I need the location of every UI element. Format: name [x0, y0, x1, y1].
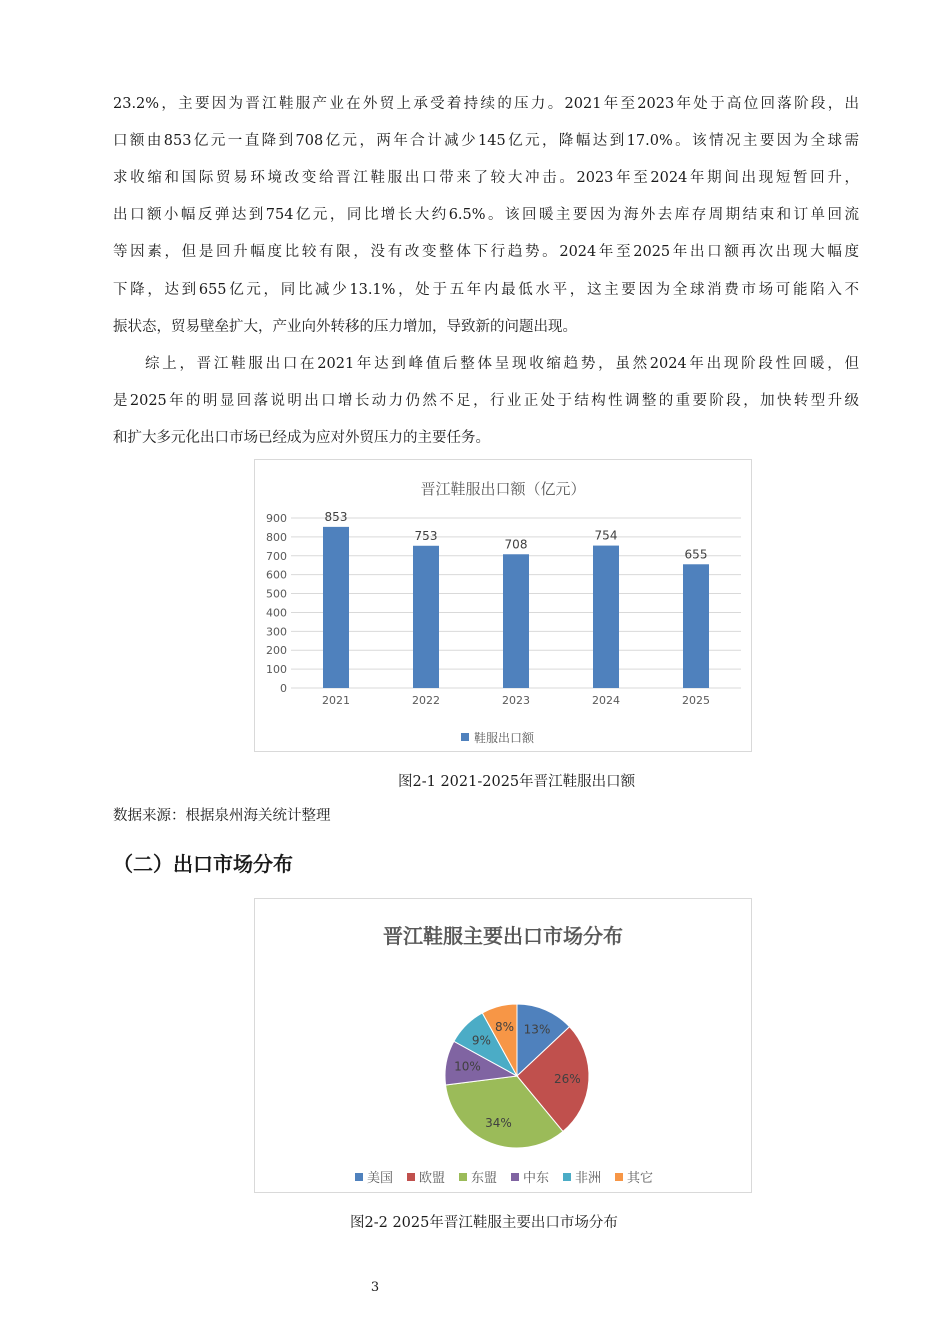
y-tick-label: 300: [266, 625, 287, 639]
x-tick-label: 2021: [322, 694, 350, 707]
slice-label: 9%: [471, 1033, 491, 1048]
bar: [593, 546, 619, 688]
y-tick-label: 100: [266, 663, 287, 677]
y-tick-label: 500: [266, 587, 287, 601]
paragraph-1-line: 振状态，贸易壁垒扩大，产业向外转移的压力增加，导致新的问题出现。: [113, 319, 577, 335]
bar: [683, 564, 709, 688]
y-tick-label: 400: [266, 606, 287, 620]
bar: [503, 554, 529, 688]
bar-chart-frame: [254, 459, 752, 752]
chart-title: 晋江鞋服主要出口市场分布: [383, 924, 623, 948]
data-label: 754: [594, 528, 618, 543]
x-tick-label: 2025: [682, 694, 710, 707]
paragraph-2-line: 综上，晋江鞋服出口在2021年达到峰值后整体呈现收缩趋势，虽然2024年出现阶段性回暖，但: [145, 356, 859, 372]
data-label: 853: [324, 509, 348, 524]
legend-label: 欧盟: [419, 1171, 446, 1186]
legend-label: 美国: [367, 1171, 394, 1186]
paragraph-1-line: 下降，达到655亿元，同比减少13.1%，处于五年内最低水平，这主要因为全球消费市场可能陷入不: [113, 282, 859, 298]
slice-label: 34%: [485, 1115, 512, 1130]
paragraph-1-line: 出口额小幅反弹达到754亿元，同比增长大约6.5%。该回暖主要因为海外去库存周期结束和订单回流: [113, 207, 859, 223]
paragraph-1-line: 等因素，但是回升幅度比较有限，没有改变整体下行趋势。2024年至2025年出口额再次出现大幅度: [113, 244, 859, 260]
legend-swatch: [461, 733, 469, 741]
bar-chart: [255, 460, 751, 751]
legend-swatch: [511, 1173, 519, 1181]
legend-swatch: [459, 1173, 467, 1181]
y-tick-label: 0: [280, 682, 287, 695]
paragraph-1-line: 23.2%，主要因为晋江鞋服产业在外贸上承受着持续的压力。2021年至2023年处于高位回落阶段，出: [113, 96, 859, 112]
source-note: 数据来源：根据泉州海关统计整理: [113, 808, 331, 824]
page-number: 3: [370, 1280, 380, 1295]
slice-label: 10%: [454, 1059, 481, 1074]
legend-label: 东盟: [471, 1171, 498, 1186]
paragraph-1-line: 求收缩和国际贸易环境改变给晋江鞋服出口带来了较大冲击。2023年至2024年期间出现短暂回升，: [113, 170, 859, 186]
legend-swatch: [355, 1173, 363, 1181]
pie-chart-frame: [254, 898, 752, 1193]
y-tick-label: 800: [266, 530, 287, 544]
slice-label: 26%: [553, 1072, 581, 1087]
figure-2-caption: 图2-2 2025年晋江鞋服主要出口市场分布: [350, 1215, 618, 1231]
paragraph-1-line: 口额由853亿元一直降到708亿元，两年合计减少145亿元，降幅达到17.0%。该情况主要因为全球需: [113, 133, 859, 149]
x-tick-label: 2022: [412, 694, 440, 707]
legend-swatch: [563, 1173, 571, 1181]
legend-swatch: [407, 1173, 415, 1181]
paragraph-2-line: 是2025年的明显回落说明出口增长动力仍然不足，行业正处于结构性调整的重要阶段，加快转型升级: [113, 393, 859, 409]
section-heading: （二）出口市场分布: [113, 852, 293, 876]
chart-title: 晋江鞋服出口额（亿元）: [420, 480, 586, 498]
figure-1-caption: 图2-1 2021-2025年晋江鞋服出口额: [398, 774, 636, 790]
legend-label: 中东: [523, 1171, 550, 1186]
slice-label: 13%: [523, 1022, 551, 1037]
bar: [323, 527, 349, 688]
legend-swatch: [615, 1173, 623, 1181]
data-label: 655: [684, 547, 708, 562]
y-tick-label: 900: [266, 512, 287, 525]
x-tick-label: 2024: [592, 694, 620, 707]
bar: [413, 546, 439, 688]
y-tick-label: 700: [266, 549, 287, 563]
pie-chart: [255, 899, 751, 1192]
paragraph-2-line: 和扩大多元化出口市场已经成为应对外贸压力的主要任务。: [113, 430, 490, 446]
y-tick-label: 600: [266, 568, 287, 582]
slice-label: 8%: [494, 1020, 514, 1035]
legend-label: 鞋服出口额: [474, 731, 535, 745]
x-tick-label: 2023: [502, 694, 530, 707]
legend-label: 其它: [627, 1171, 654, 1186]
legend-label: 非洲: [575, 1171, 602, 1186]
data-label: 753: [414, 528, 438, 543]
data-label: 708: [504, 537, 528, 552]
y-tick-label: 200: [266, 644, 287, 658]
